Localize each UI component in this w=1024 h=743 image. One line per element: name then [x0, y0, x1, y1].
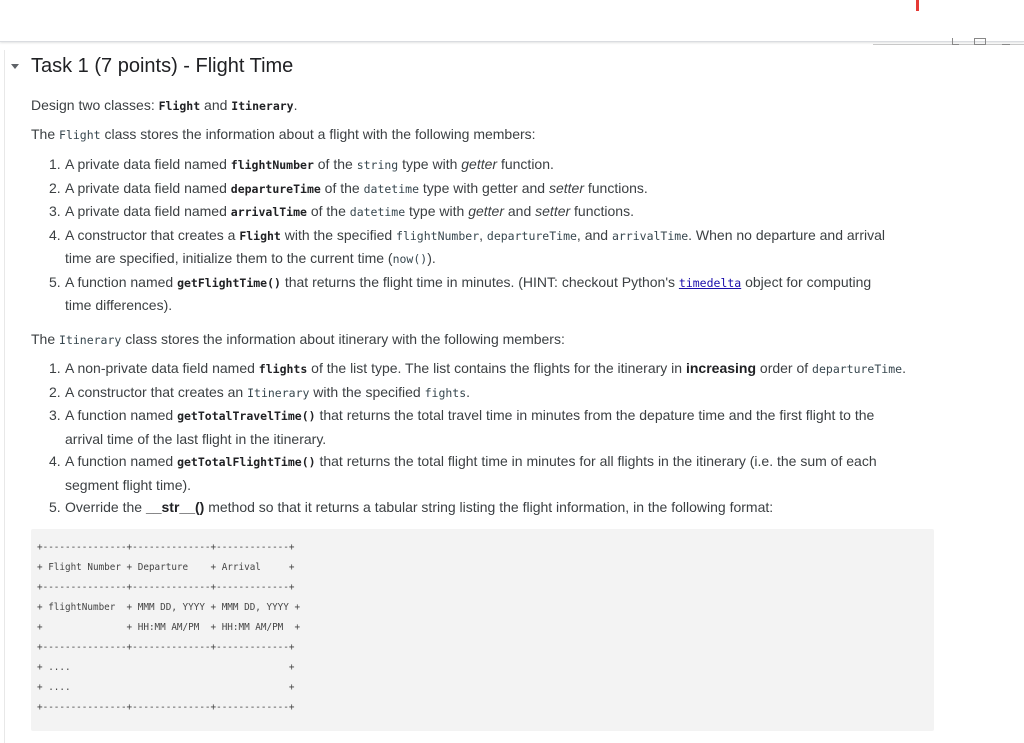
itinerary-class-intro: The Itinerary class stores the information about itinerary with the following members:: [31, 331, 565, 347]
list-item: 4. A function named getTotalFlightTime() that returns the total flight time in minutes for all flights in the itinerary (i.e. the sum of each segment flight time).: [49, 453, 877, 493]
flight-class-intro: The Flight class stores the information about a flight with the following members:: [31, 126, 536, 142]
caret-down-icon[interactable]: [10, 63, 20, 71]
comment-icon[interactable]: [974, 38, 986, 45]
list-item: 3. A function named getTotalTravelTime() that returns the total travel time in minutes from the depature time and the first flight to the arrival time of the last flight in the itinerary.: [49, 407, 875, 447]
link-icon[interactable]: [952, 38, 959, 45]
timedelta-link[interactable]: timedelta: [678, 275, 742, 290]
list-item: 1. A non-private data field named flights of the list type. The list contains the flights for the itinerary in increasing order of departureTime.: [49, 360, 906, 376]
list-item: 5. Override the __str__() method so that it returns a tabular string listing the flight information, in the following format:: [49, 499, 774, 515]
more-icon[interactable]: [1002, 38, 1010, 45]
list-item: 1. A private data field named flightNumber of the string type with getter function.: [49, 156, 554, 172]
notification-mark: [916, 0, 919, 11]
intro-paragraph: Design two classes: Flight and Itinerary.: [31, 97, 298, 113]
top-toolbar: [0, 0, 1024, 42]
flight-members-list: [49, 153, 945, 317]
cell-border: [4, 50, 5, 743]
list-item: 4. A constructor that creates a Flight with the specified flightNumber, departureTime, and arrivalTime. When no departure and arrival time are specified, initialize them to the current time (now()).: [49, 226, 886, 266]
section-heading: Task 1 (7 points) - Flight Time: [31, 55, 294, 77]
format-code-block: [31, 529, 934, 731]
code-text: +---------------+--------------+-------------+ + Flight Number + Departure + Arrival + +---------------+--------------+-------------+ + flightNumber + MMM DD, YYYY + MMM DD, YYYY + + + HH:MM AM/PM + HH:MM AM/PM + +---------------+--------------+-------------+ + .... + + .... + +---------------+--------------+-------------+: [37, 542, 301, 713]
list-item: 5. A function named getFlightTime() that returns the flight time in minutes. (HINT: checkout Python's timedelta object for computing time differences).: [49, 273, 872, 313]
itinerary-members-list: [49, 357, 945, 519]
list-item: 2. A private data field named departureTime of the datetime type with getter and setter functions.: [49, 179, 648, 196]
list-item: 2. A constructor that creates an Itinerary with the specified fights.: [49, 383, 471, 400]
list-item: 3. A private data field named arrivalTime of the datetime type with getter and setter functions.: [49, 203, 634, 219]
